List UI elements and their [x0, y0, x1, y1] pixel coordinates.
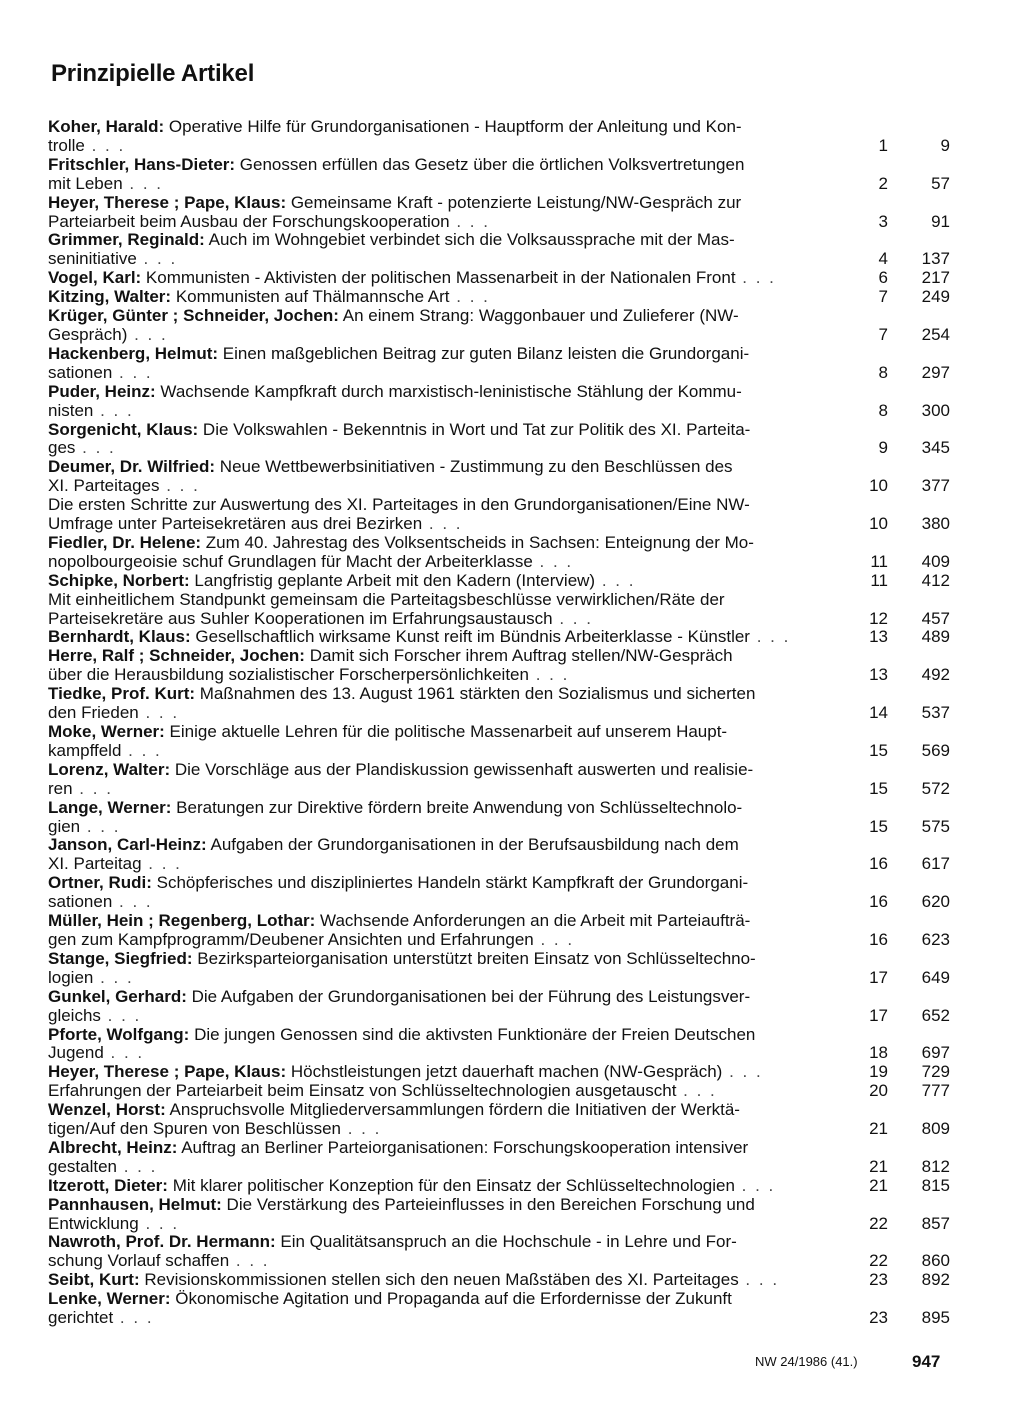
entry-title-line2: Jugend: [48, 1043, 104, 1063]
entry-text: [48, 950, 844, 988]
entry-issue-number: 4: [878, 249, 888, 269]
index-entry: [48, 836, 958, 874]
entry-author: Janson, Carl-Heinz:: [48, 835, 207, 855]
entry-title-line2: seninitiative: [48, 249, 137, 269]
entry-text: [48, 591, 844, 629]
entry-title-line2: schung Vorlauf schaffen: [48, 1251, 230, 1271]
entry-title-line1: Wachsende Kampfkraft durch marxistisch-leninistische Stählung der Kommu-: [155, 381, 742, 401]
entry-title-line1: Die ersten Schritte zur Auswertung des XI. Parteitages in den Grundorganisationen/Eine NW-: [48, 495, 750, 515]
entry-title-line1: Schöpferisches und diszipliniertes Handeln stärkt Kampfkraft der Grundorgani-: [151, 873, 749, 893]
entry-text: [48, 1271, 844, 1290]
entry-author: Schipke, Norbert:: [48, 570, 190, 590]
index-entry: [48, 1196, 958, 1234]
entry-page-number: 815: [921, 1175, 950, 1195]
leader-dots: . . .: [117, 1156, 158, 1176]
leader-dots: . . .: [72, 778, 113, 798]
entry-title-line2: kampffeld: [48, 740, 122, 760]
entry-text: [48, 231, 844, 269]
entry-issue-number: 16: [869, 929, 888, 949]
index-entry: [48, 1063, 958, 1082]
entry-issue-number: 12: [869, 608, 888, 628]
entry-title-line2: Parteiarbeit beim Ausbau der Forschungskooperation: [48, 211, 450, 231]
entry-issue-number: 16: [869, 892, 888, 912]
entry-issue-number: 22: [869, 1251, 888, 1271]
leader-dots: . . .: [93, 400, 134, 420]
leader-dots: . . .: [121, 740, 162, 760]
entry-title-line1: Erfahrungen der Parteiarbeit beim Einsatz von Schlüsseltechnologien ausgetauscht: [48, 1081, 677, 1101]
entry-page-number: 9: [940, 135, 950, 155]
entry-page-number: 623: [921, 929, 950, 949]
entry-title-line1: Wachsende Anforderungen an die Arbeit mit Parteiaufträ-: [315, 911, 751, 931]
entry-page-number: 217: [921, 268, 950, 288]
leader-dots: . . .: [103, 1043, 145, 1063]
entry-title-line2: Entwicklung: [48, 1213, 139, 1233]
entry-author: Fritschler, Hans-Dieter:: [48, 154, 236, 174]
entry-issue-number: 20: [869, 1081, 888, 1101]
entry-text: [48, 194, 844, 232]
leader-dots: . . .: [595, 570, 636, 590]
entry-title-line1: Neue Wettbewerbsinitiativen - Zustimmung zu den Beschlüssen des: [215, 457, 733, 477]
entry-page-number: 569: [921, 740, 950, 760]
entry-title-line2: tigen/Auf den Spuren von Beschlüssen: [48, 1119, 341, 1139]
entry-issue-number: 23: [869, 1308, 888, 1328]
entry-author: Lorenz, Walter:: [48, 759, 171, 779]
entry-title-line2: sationen: [48, 362, 113, 382]
index-entry: [48, 231, 958, 269]
entry-text: [48, 1177, 844, 1196]
index-entry: [48, 912, 958, 950]
entry-title-line2: gleichs: [48, 1005, 101, 1025]
entry-title-line2: ren: [48, 778, 73, 798]
entry-page-number: 457: [921, 608, 950, 628]
entry-author: Krüger, Günter ; Schneider, Jochen:: [48, 306, 339, 326]
entry-text: [48, 988, 844, 1026]
index-entry: [48, 950, 958, 988]
entry-issue-number: 15: [869, 816, 888, 836]
entry-title-line1: An einem Strang: Waggonbauer und Zulieferer (NW-: [338, 306, 739, 326]
leader-dots: . . .: [113, 1308, 154, 1328]
entry-title-line1: Zum 40. Jahrestag des Volksentscheids in Sachsen: Enteignung der Mo-: [201, 532, 754, 552]
entry-author: Pforte, Wolfgang:: [48, 1024, 190, 1044]
entry-text: [48, 1082, 844, 1101]
index-entry: [48, 628, 958, 647]
entry-page-number: 652: [921, 1005, 950, 1025]
entry-title-line2: trolle: [48, 135, 85, 155]
entry-text: [48, 345, 844, 383]
entry-page-number: 729: [921, 1062, 950, 1082]
entry-page-number: 857: [921, 1213, 950, 1233]
entry-text: [48, 496, 844, 534]
entry-text: [48, 118, 844, 156]
entry-title-line1: Einen maßgeblichen Beitrag zur guten Bilanz leisten die Grundorgani-: [218, 343, 750, 363]
entry-text: [48, 458, 844, 496]
index-entry: [48, 421, 958, 459]
leader-dots: . . .: [229, 1251, 270, 1271]
entry-issue-number: 10: [869, 514, 888, 534]
entry-author: Lange, Werner:: [48, 797, 172, 817]
entry-text: [48, 799, 844, 837]
leader-dots: . . .: [552, 608, 593, 628]
index-entry: [48, 1139, 958, 1177]
entry-text: [48, 1196, 844, 1234]
entry-author: Albrecht, Heinz:: [48, 1137, 178, 1157]
leader-dots: . . .: [722, 1062, 763, 1082]
entry-issue-number: 11: [870, 551, 888, 571]
entry-title-line2: Parteisekretäre aus Suhler Kooperationen im Erfahrungsaustausch: [48, 608, 553, 628]
entry-issue-number: 8: [878, 400, 888, 420]
entry-title-line1: Einige aktuelle Lehren für die politische Massenarbeit auf unserem Haupt-: [164, 722, 728, 741]
entry-text: [48, 383, 844, 421]
leader-dots: . . .: [141, 854, 182, 874]
leader-dots: . . .: [112, 362, 153, 382]
entry-page-number: 895: [921, 1308, 950, 1328]
leader-dots: . . .: [735, 268, 776, 288]
entry-author: Wenzel, Horst:: [48, 1100, 166, 1120]
index-entry: [48, 156, 958, 194]
entry-author: Deumer, Dr. Wilfried:: [48, 457, 216, 477]
entry-title-line1: Auch im Wohngebiet verbindet sich die Volksaussprache mit der Mas-: [204, 230, 735, 250]
entry-page-number: 300: [921, 400, 950, 420]
leader-dots: . . .: [528, 665, 570, 685]
entry-text: [48, 288, 844, 307]
index-entry: [48, 1271, 958, 1290]
article-index-list: [48, 118, 958, 1328]
entry-text: [48, 1101, 844, 1139]
entry-title-line1: Auftrag an Berliner Parteiorganisationen: Forschungskooperation intensiver: [177, 1137, 749, 1157]
entry-title-line1: Bezirksparteiorganisation unterstützt breiten Einsatz von Schlüsseltechno-: [192, 948, 756, 968]
entry-author: Vogel, Karl:: [48, 268, 142, 288]
entry-issue-number: 16: [869, 854, 888, 874]
entry-title-line1: Damit sich Forscher ihrem Auftrag stellen/NW-Gespräch: [304, 646, 733, 666]
entry-text: [48, 1290, 844, 1328]
entry-author: Hackenberg, Helmut:: [48, 343, 219, 363]
leader-dots: . . .: [734, 1175, 776, 1195]
entry-page-number: 649: [921, 967, 950, 987]
entry-issue-number: 17: [869, 1005, 888, 1025]
entry-text: [48, 269, 844, 288]
entry-page-number: 620: [921, 892, 950, 912]
entry-page-number: 254: [921, 324, 950, 344]
entry-title-line2: Gespräch): [48, 324, 128, 344]
entry-text: [48, 572, 844, 591]
entry-title-line2: XI. Parteitag: [48, 854, 142, 874]
entry-author: Müller, Hein ; Regenberg, Lothar:: [48, 911, 316, 931]
index-entry: [48, 647, 958, 685]
entry-page-number: 537: [921, 703, 950, 723]
entry-title-line2: logien: [48, 967, 94, 987]
entry-text: [48, 1063, 844, 1082]
leader-dots: . . .: [122, 173, 164, 193]
entry-title-line1: Mit einheitlichem Standpunkt gemeinsam die Parteitagsbeschlüsse verwirklichen/Räte der: [48, 589, 725, 609]
entry-text: [48, 628, 844, 647]
entry-author: Grimmer, Reginald:: [48, 230, 205, 250]
leader-dots: . . .: [532, 551, 574, 571]
entry-title-line1: Anspruchsvolle Mitgliederversammlungen fördern die Initiativen der Werktä-: [165, 1100, 740, 1120]
entry-title-line1: Maßnahmen des 13. August 1961 stärkten den Sozialismus und sicherten: [195, 684, 756, 704]
entry-title-line2: XI. Parteitages: [48, 476, 160, 496]
leader-dots: . . .: [422, 514, 463, 534]
entry-page-number: 575: [921, 816, 950, 836]
entry-issue-number: 21: [869, 1156, 888, 1176]
entry-title-line1: Gemeinsame Kraft - potenzierte Leistung/NW-Gespräch zur: [286, 192, 742, 212]
entry-page-number: 812: [921, 1156, 950, 1176]
entry-title-line1: Ein Qualitätsanspruch an die Hochschule - in Lehre und For-: [275, 1232, 737, 1252]
entry-title-line2: nisten: [48, 400, 94, 420]
entry-title-line1: Ökonomische Agitation und Propaganda auf die Erfordernisse der Zukunft: [170, 1289, 732, 1309]
leader-dots: . . .: [84, 135, 126, 155]
entry-author: Ortner, Rudi:: [48, 873, 152, 893]
leader-dots: . . .: [449, 287, 490, 307]
entry-title-line2: gen zum Kampfprogramm/Deubener Ansichten und Erfahrungen: [48, 929, 534, 949]
entry-text: [48, 836, 844, 874]
leader-dots: . . .: [75, 438, 116, 458]
index-entry: [48, 591, 958, 629]
entry-title-line2: den Frieden: [48, 703, 139, 723]
index-entry: [48, 458, 958, 496]
entry-author: Gunkel, Gerhard:: [48, 986, 187, 1006]
entry-issue-number: 18: [869, 1043, 888, 1063]
entry-page-number: 860: [921, 1251, 950, 1271]
entry-page-number: 297: [921, 362, 950, 382]
index-entry: [48, 572, 958, 591]
entry-title-line2: mit Leben: [48, 173, 123, 193]
entry-issue-number: 15: [869, 740, 888, 760]
entry-issue-number: 1: [878, 135, 888, 155]
entry-author: Nawroth, Prof. Dr. Hermann:: [48, 1232, 276, 1252]
entry-author: Heyer, Therese ; Pape, Klaus:: [48, 192, 287, 212]
entry-title-line1: Die Aufgaben der Grundorganisationen bei der Führung des Leistungsver-: [186, 986, 751, 1006]
entry-title-line2: ges: [48, 438, 76, 458]
entry-page-number: 345: [921, 438, 950, 458]
index-entry: [48, 988, 958, 1026]
entry-issue-number: 7: [878, 324, 888, 344]
entry-text: [48, 1026, 844, 1064]
entry-issue-number: 21: [869, 1119, 888, 1139]
entry-author: Tiedke, Prof. Kurt:: [48, 684, 196, 704]
entry-text: [48, 912, 844, 950]
entry-author: Herre, Ralf ; Schneider, Jochen:: [48, 646, 305, 666]
entry-issue-number: 19: [869, 1062, 888, 1082]
entry-issue-number: 10: [869, 476, 888, 496]
entry-page-number: 572: [921, 778, 950, 798]
entry-title-line1: Aufgaben der Grundorganisationen in der Berufsausbildung nach dem: [206, 835, 739, 855]
entry-page-number: 380: [921, 514, 950, 534]
entry-issue-number: 6: [878, 268, 888, 288]
entry-title-line1: Genossen erfüllen das Gesetz über die örtlichen Volksvertretungen: [235, 154, 745, 174]
index-entry: [48, 269, 958, 288]
index-entry: [48, 761, 958, 799]
entry-page-number: 489: [921, 627, 950, 647]
entry-title-line1: Höchstleistungen jetzt dauerhaft machen (NW-Gespräch): [286, 1062, 723, 1082]
index-entry: [48, 307, 958, 345]
entry-issue-number: 7: [878, 287, 888, 307]
issue-reference: NW 24/1986 (41.): [755, 1354, 858, 1369]
index-entry: [48, 1082, 958, 1101]
index-entry: [48, 534, 958, 572]
leader-dots: . . .: [340, 1119, 382, 1139]
leader-dots: . . .: [80, 816, 121, 836]
entry-title-line2: gien: [48, 816, 81, 836]
index-entry: [48, 383, 958, 421]
index-entry: [48, 496, 958, 534]
entry-page-number: 91: [931, 211, 950, 231]
entry-page-number: 377: [921, 476, 950, 496]
index-entry: [48, 345, 958, 383]
entry-title-line2: nopolbourgeoisie schuf Grundlagen für Macht der Arbeiterklasse: [48, 551, 533, 571]
entry-text: [48, 421, 844, 459]
index-entry: [48, 723, 958, 761]
entry-title-line1: Die jungen Genossen sind die aktivsten Funktionäre der Freien Deutschen: [189, 1024, 756, 1044]
entry-issue-number: 13: [869, 665, 888, 685]
entry-author: Koher, Harald:: [48, 117, 165, 136]
entry-title-line1: Die Volkswahlen - Bekenntnis in Wort und Tat zur Politik des XI. Parteita-: [198, 419, 751, 439]
section-title: Prinzipielle Artikel: [51, 60, 255, 87]
entry-text: [48, 685, 844, 723]
entry-issue-number: 9: [878, 438, 888, 458]
entry-page-number: 249: [921, 287, 950, 307]
leader-dots: . . .: [749, 627, 791, 647]
leader-dots: . . .: [100, 1005, 142, 1025]
entry-issue-number: 15: [869, 778, 888, 798]
entry-author: Stange, Siegfried:: [48, 948, 193, 968]
entry-page-number: 412: [921, 570, 950, 590]
entry-issue-number: 14: [869, 703, 888, 723]
entry-page-number: 809: [921, 1119, 950, 1139]
entry-author: Moke, Werner:: [48, 722, 165, 741]
entry-issue-number: 21: [869, 1175, 888, 1195]
entry-title-line2: sationen: [48, 892, 113, 912]
entry-issue-number: 23: [869, 1270, 888, 1290]
leader-dots: . . .: [449, 211, 490, 231]
entry-issue-number: 17: [869, 967, 888, 987]
index-entry: [48, 1101, 958, 1139]
entry-author: Seibt, Kurt:: [48, 1270, 140, 1290]
entry-page-number: 409: [921, 551, 950, 571]
leader-dots: . . .: [159, 476, 200, 496]
index-entry: [48, 685, 958, 723]
entry-title-line2: über die Herausbildung sozialistischer Forscherpersönlichkeiten: [48, 665, 529, 685]
entry-page-number: 57: [931, 173, 950, 193]
entry-author: Bernhardt, Klaus:: [48, 627, 191, 647]
leader-dots: . . .: [138, 1213, 180, 1233]
index-entry: [48, 874, 958, 912]
leader-dots: . . .: [533, 929, 575, 949]
entry-title-line1: Beratungen zur Direktive fördern breite Anwendung von Schlüsseltechnolo-: [171, 797, 743, 817]
entry-title-line2: gerichtet: [48, 1308, 114, 1328]
entry-page-number: 697: [921, 1043, 950, 1063]
entry-author: Puder, Heinz:: [48, 381, 156, 401]
entry-issue-number: 3: [878, 211, 888, 231]
leader-dots: . . .: [676, 1081, 717, 1101]
page-number: 947: [912, 1352, 941, 1371]
entry-title-line1: Die Verstärkung des Parteieinflusses in den Bereichen Forschung und: [221, 1194, 755, 1214]
entry-author: Kitzing, Walter:: [48, 287, 172, 307]
entry-text: [48, 307, 844, 345]
entry-issue-number: 8: [878, 362, 888, 382]
entry-text: [48, 534, 844, 572]
entry-title-line2: gestalten: [48, 1156, 117, 1176]
entry-title-line1: Gesellschaftlich wirksame Kunst reift im Bündnis Arbeiterklasse - Künstler: [190, 627, 750, 647]
leader-dots: . . .: [738, 1270, 780, 1290]
entry-title-line1: Langfristig geplante Arbeit mit den Kadern (Interview): [189, 570, 596, 590]
entry-author: Heyer, Therese ; Pape, Klaus:: [48, 1062, 287, 1082]
entry-page-number: 892: [921, 1270, 950, 1290]
entry-issue-number: 22: [869, 1213, 888, 1233]
entry-page-number: 777: [921, 1081, 950, 1101]
entry-author: Lenke, Werner:: [48, 1289, 171, 1309]
entry-title-line1: Kommunisten - Aktivisten der politischen Massenarbeit in der Nationalen Front: [141, 268, 736, 288]
entry-author: Itzerott, Dieter:: [48, 1175, 168, 1195]
entry-author: Pannhausen, Helmut:: [48, 1194, 222, 1214]
index-entry: [48, 1177, 958, 1196]
index-entry: [48, 1233, 958, 1271]
entry-page-number: 617: [921, 854, 950, 874]
entry-issue-number: 11: [870, 570, 888, 590]
index-entry: [48, 1290, 958, 1328]
entry-title-line1: Mit klarer politischer Konzeption für den Einsatz der Schlüsseltechnologien: [167, 1175, 735, 1195]
entry-title-line2: Umfrage unter Parteisekretären aus drei Bezirken: [48, 514, 423, 534]
entry-issue-number: 2: [878, 173, 888, 193]
index-entry: [48, 194, 958, 232]
leader-dots: . . .: [138, 703, 180, 723]
entry-text: [48, 1233, 844, 1271]
entry-title-line1: Die Vorschläge aus der Plandiskussion gewissenhaft auswerten und realisie-: [170, 759, 754, 779]
leader-dots: . . .: [93, 967, 134, 987]
entry-text: [48, 1139, 844, 1177]
entry-title-line1: Kommunisten auf Thälmannsche Art: [171, 287, 450, 307]
entry-text: [48, 647, 844, 685]
entry-title-line1: Operative Hilfe für Grundorganisationen - Hauptform der Anleitung und Kon-: [164, 117, 742, 136]
entry-text: [48, 723, 844, 761]
entry-text: [48, 761, 844, 799]
index-entry: [48, 118, 958, 156]
index-entry: [48, 288, 958, 307]
entry-title-line1: Revisionskommissionen stellen sich den neuen Maßstäben des XI. Parteitages: [139, 1270, 739, 1290]
index-entry: [48, 1026, 958, 1064]
entry-page-number: 137: [921, 249, 950, 269]
entry-text: [48, 874, 844, 912]
entry-issue-number: 13: [869, 627, 888, 647]
leader-dots: . . .: [127, 324, 168, 344]
index-entry: [48, 799, 958, 837]
entry-author: Sorgenicht, Klaus:: [48, 419, 199, 439]
entry-author: Fiedler, Dr. Helene:: [48, 532, 202, 552]
leader-dots: . . .: [112, 892, 153, 912]
leader-dots: . . .: [136, 249, 178, 269]
entry-text: [48, 156, 844, 194]
entry-page-number: 492: [921, 665, 950, 685]
